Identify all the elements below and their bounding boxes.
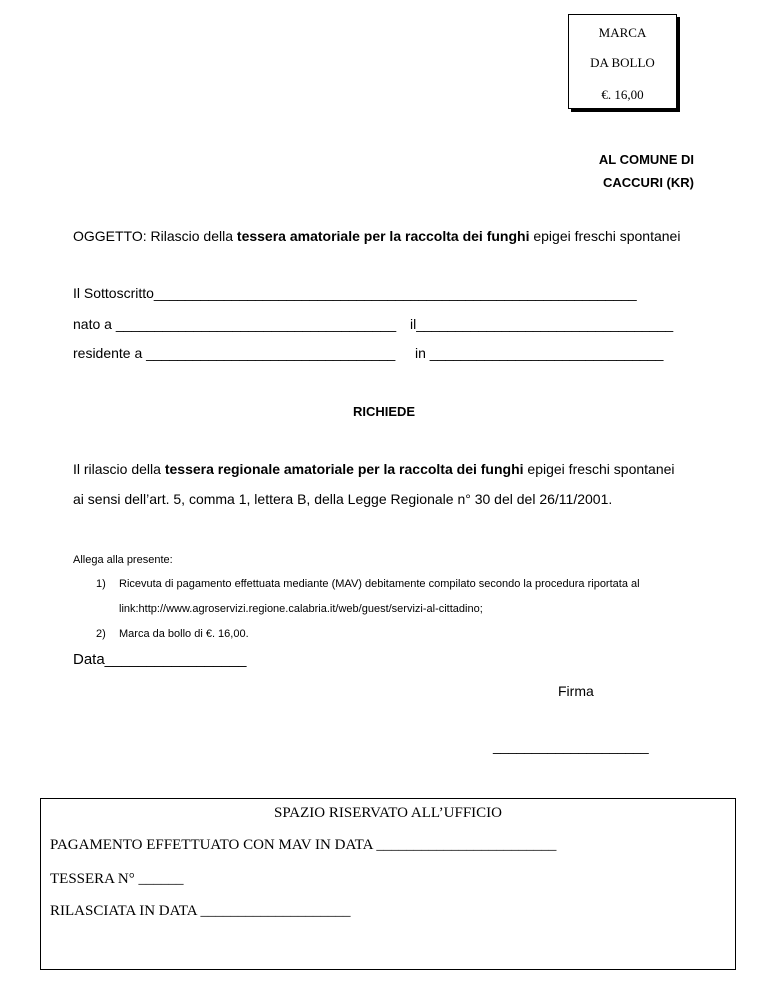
attachment-num-2: 2) <box>96 628 106 640</box>
office-card-field: TESSERA N° ______ <box>50 871 184 887</box>
signature-label: Firma <box>558 683 594 699</box>
addressee-line-2: CACCURI (KR) <box>603 175 694 190</box>
subject-suffix: epigei freschi spontanei <box>529 228 681 244</box>
born-date-field: il_________________________________ <box>410 316 674 332</box>
attachment-num-1: 1) <box>96 578 106 590</box>
stamp-line-3: €. 16,00 <box>601 87 644 102</box>
attachment-text-2: Marca da bollo di €. 16,00. <box>119 628 249 640</box>
request-line-1 <box>73 461 675 477</box>
subject-prefix: OGGETTO: Rilascio della <box>73 228 237 244</box>
stamp-line-2: DA BOLLO <box>590 55 655 70</box>
request-prefix: Il rilascio della <box>73 461 165 477</box>
residence-field: residente a ________________________________ <box>73 345 396 361</box>
request-line-2: ai sensi dell’art. 5, comma 1, lettera B, della Legge Regionale n° 30 del del 26/11/2001. <box>73 491 613 507</box>
request-bold: tessera regionale amatoriale per la raccolta dei funghi <box>164 461 524 477</box>
subject-line <box>73 228 680 244</box>
born-place-field: nato a ____________________________________ <box>73 316 397 332</box>
residence-address-field: in ______________________________ <box>415 345 664 361</box>
signer-field: Il Sottoscritto______________________________________________________________ <box>73 285 637 301</box>
attachment-text-1: Ricevuta di pagamento effettuata mediante (MAV) debitamente compilato secondo la procedura riportata al <box>119 578 640 590</box>
addressee-line-1: AL COMUNE DI <box>598 152 694 167</box>
stamp-box <box>568 14 677 109</box>
request-title: RICHIEDE <box>352 404 416 419</box>
request-suffix: epigei freschi spontanei <box>523 461 675 477</box>
signature-line: ____________________ <box>493 738 649 754</box>
office-title: SPAZIO RISERVATO ALL’UFFICIO <box>273 805 503 821</box>
subject-bold: tessera amatoriale per la raccolta dei funghi <box>236 228 530 244</box>
office-reserved-box <box>40 798 736 970</box>
office-issued-field: RILASCIATA IN DATA ____________________ <box>50 903 351 919</box>
office-payment-field: PAGAMENTO EFFETTUATO CON MAV IN DATA ________________________ <box>50 837 557 853</box>
date-field: Data_________________ <box>73 651 247 668</box>
attachment-link: link:http://www.agroservizi.regione.calabria.it/web/guest/servizi-al-cittadino; <box>119 603 483 615</box>
stamp-line-1: MARCA <box>598 25 647 40</box>
attachments-intro: Allega alla presente: <box>73 554 173 566</box>
